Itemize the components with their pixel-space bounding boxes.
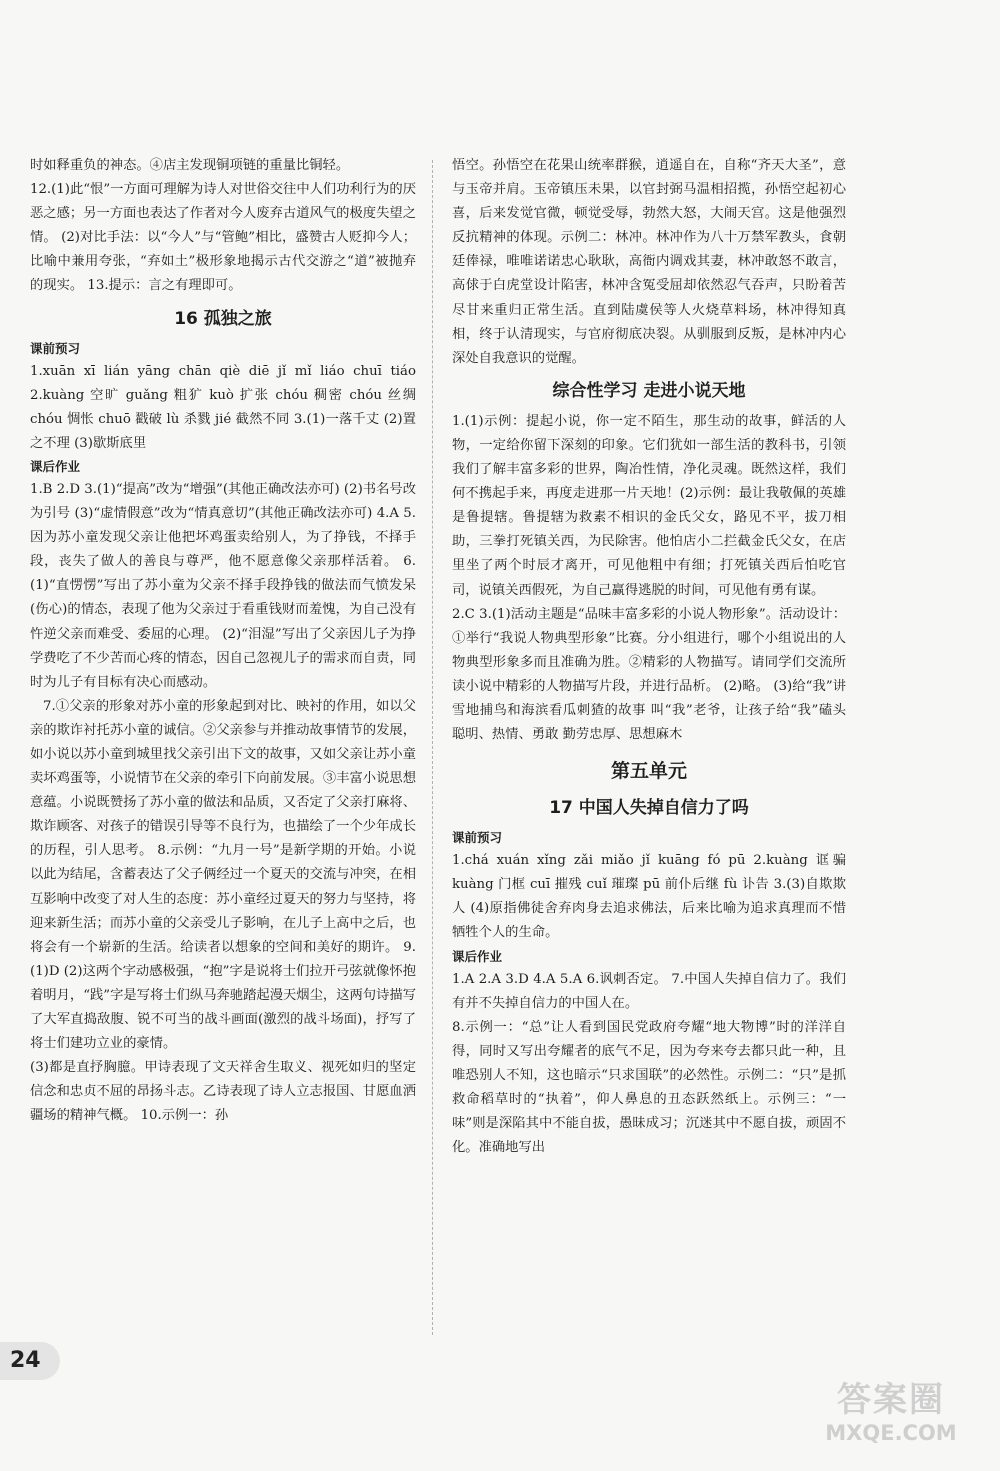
right-para-6: 8.示例一：“总”让人看到国民党政府夸耀“地大物博”时的洋洋自得，同时又写出夸耀者的底气不足，因为夸来夸去都只此一种，且唯恐别人不知，这也暗示“只求国联”的必然性。示例二：“只”是抓救命稻草时的“执着”，仰人鼻息的丑态跃然纸上。示例三：“一味”则是深陷其中不能自拔，愚昧成习；沉迷其中不愿自拔，顽固不化。准确地写出 xyxy=(452,1019,847,1156)
unit-5-title: 第五单元 xyxy=(610,760,687,783)
page-number: 24 xyxy=(0,1342,60,1380)
left-para-1: 时如释重负的神态。④店主发现铜项链的重量比铜轻。 xyxy=(30,158,350,173)
right-para-4: 1.chá xuán xǐng zǎi miǎo jǐ kuāng fó pū 2.kuàng 诓骗 kuàng 门框 cuī 摧残 cuǐ 璀璨 pū 前仆后继 fù 讣告 3.(3)自欺欺人 (4)原指佛徒舍弃肉身去追求佛法，后来比喻为追求真理而不惜牺牲个人的生命。 xyxy=(452,853,846,941)
left-homework-label: 课后作业 xyxy=(30,458,81,474)
right-para-2: 1.(1)示例：提起小说，你一定不陌生，那生动的故事，鲜活的人物，一定给你留下深刻的印象。它们犹如一部生活的教科书，引领我们了解丰富多彩的世界，陶冶性情，净化灵魂。既然这样，我们何不携起手来，再度走进那一片天地！(2)示例：最让我敬佩的英雄是鲁提辖。鲁提辖为救素不相识的金氏父女，路见不平，拔刀相助，三拳打死镇关西，为民除害。他怕店小二拦截金氏父女，在店里坐了两个时辰才离开，可见他粗中有细；打死镇关西后怕吃官司，说镇关西假死，为自己赢得逃脱的时间，可见他有勇有谋。 xyxy=(452,413,846,598)
left-para-6: (3)都是直抒胸臆。甲诗表现了文天祥舍生取义、视死如归的坚定信念和忠贞不屈的昂扬斗志。乙诗表现了诗人立志报国、甘愿血洒疆场的精神气概。 10.示例一：孙 xyxy=(30,1060,416,1124)
left-pre-study-label: 课前预习 xyxy=(30,340,81,356)
left-para-2: 12.(1)此“恨”一方面可理解为诗人对世俗交往中人们功利行为的厌恶之感；另一方面也表达了作者对今人废弃古道风气的极度失望之情。 (2)对比手法：以“今人”与“管鲍”相比，盛赞古人贬抑今人；比喻中兼用夸张，“弃如土”极形象地揭示古代交游之“道”被抛弃的现实。 13.提示：言之有理即可。 xyxy=(30,182,416,294)
left-para-3: 1.xuān xī lián yāng chān qiè diē jǐ mǐ liáo chuī tiáo 2.kuàng 空旷 guǎng 粗犷 kuò 扩张 chóu 稠密 chóu 丝绸 chóu 惆怅 chuō 戳破 lù 杀戮 jié 截然不同 3.(1)一落千丈 (2)置之不理 (3)歇斯底里 xyxy=(30,363,416,451)
right-para-5: 1.A 2.A 3.D 4.A 5.A 6.讽刺否定。 7.中国人失掉自信力了。我们有并不失掉自信力的中国人在。 xyxy=(452,971,846,1011)
right-para-1: 悟空。孙悟空在花果山统率群猴，逍遥自在，自称“齐天大圣”，意与玉帝并肩。玉帝镇压未果，以官封弼马温相招揽，孙悟空起初心喜，后来发觉官微，顿觉受辱，勃然大怒，大闹天宫。这是他强烈反抗精神的体现。示例二：林冲。林冲作为八十万禁军教头，食朝廷俸禄，唯唯诺诺忠心耿耿，高衙内调戏其妻，林冲敢怒不敢言，高俅于白虎堂设计陷害，林冲含冤受屈却依然忍气吞声，只盼着苦尽甘来重归正常生活。直到陆虞侯等人火烧草料场，林冲得知真相，终于认清现实，与官府彻底决裂。从驯服到反叛，是林冲内心深处自我意识的觉醒。 xyxy=(452,158,846,366)
lesson-16-title: 16 孤独之旅 xyxy=(174,308,272,329)
right-para-3: 2.C 3.(1)活动主题是“品味丰富多彩的小说人物形象”。活动设计：①举行“我说人物典型形象”比赛。分小组进行，哪个小组说出的人物典型形象多而且准确为胜。②精彩的人物描写。请同学们交流所读小说中精彩的人物描写片段，并进行品析。 (2)略。 (3)给“我”讲雪地捕鸟和海滨看瓜刺猹的故事 叫“我”老爷，让孩子给“我”磕头 聪明、热情、勇敢 勤劳忠厚、思想麻木 xyxy=(452,606,846,743)
right-homework-label: 课后作业 xyxy=(452,948,503,964)
column-divider xyxy=(432,160,433,1335)
left-para-4: 1.B 2.D 3.(1)“提高”改为“增强”(其他正确改法亦可) (2)书名号改为引号 (3)“虚情假意”改为“情真意切”(其他正确改法亦可) 4.A 5.因为苏小童发现父亲让他把坏鸡蛋卖给别人，为了挣钱，不择手段，丧失了做人的善良与尊严，他不愿意像父亲那样活着。 6.(1)“直愣愣”写出了苏小童为父亲不择手段挣钱的做法而气愤发呆(伤心)的情态，表现了他为父亲过于看重钱财而羞愧，为自己没有忤逆父亲而难受、委屈的心理。 (2)“泪湿”写出了父亲因儿子为挣学费吃了不少苦而心疼的情态，因自己忽视儿子的需求而自责，同时为儿子有目标有决心而感动。 xyxy=(30,481,416,690)
watermark-line-2: MXQE.COM xyxy=(825,1421,957,1445)
left-column xyxy=(30,154,416,1128)
watermark-line-1: 答案圈 xyxy=(837,1380,945,1420)
right-column xyxy=(452,154,846,1160)
right-pre-study-label: 课前预习 xyxy=(452,830,503,846)
comprehensive-study-title: 综合性学习 走进小说天地 xyxy=(552,380,746,401)
lesson-17-title: 17 中国人失掉自信力了吗 xyxy=(549,798,749,819)
left-para-5: 7.①父亲的形象对苏小童的形象起到对比、映衬的作用，如以父亲的欺诈衬托苏小童的诚信。②父亲参与并推动故事情节的发展，如小说以苏小童到城里找父亲引出下文的故事，又如父亲让苏小童卖坏鸡蛋等，小说情节在父亲的牵引下向前发展。③丰富小说思想意蕴。小说既赞扬了苏小童的做法和品质，又否定了父亲打麻将、欺诈顾客、对孩子的错误引导等不良行为，也描绘了一个少年成长的历程，引人思考。 8.示例：“九月一号”是新学期的开始。小说以此为结尾，含蓄表达了父子俩经过一个夏天的交流与冲突，在相互影响中改变了对人生的态度：苏小童经过夏天的努力与坚持，将迎来新生活；而苏小童的父亲受儿子影响，在儿子上高中之后，也将会有一个崭新的生活。给读者以想象的空间和美好的期许。 9.(1)D (2)这两个字动感极强，“抱”字是说将士们拉开弓弦就像怀抱着明月，“践”字是写将士们纵马奔驰踏起漫天烟尘，这两句诗描写了大军直捣敌腹、锐不可当的战斗画面(激烈的战斗场面)，抒写了将士们建功立业的豪情。 xyxy=(30,698,416,1052)
watermark-logo xyxy=(796,1380,986,1446)
